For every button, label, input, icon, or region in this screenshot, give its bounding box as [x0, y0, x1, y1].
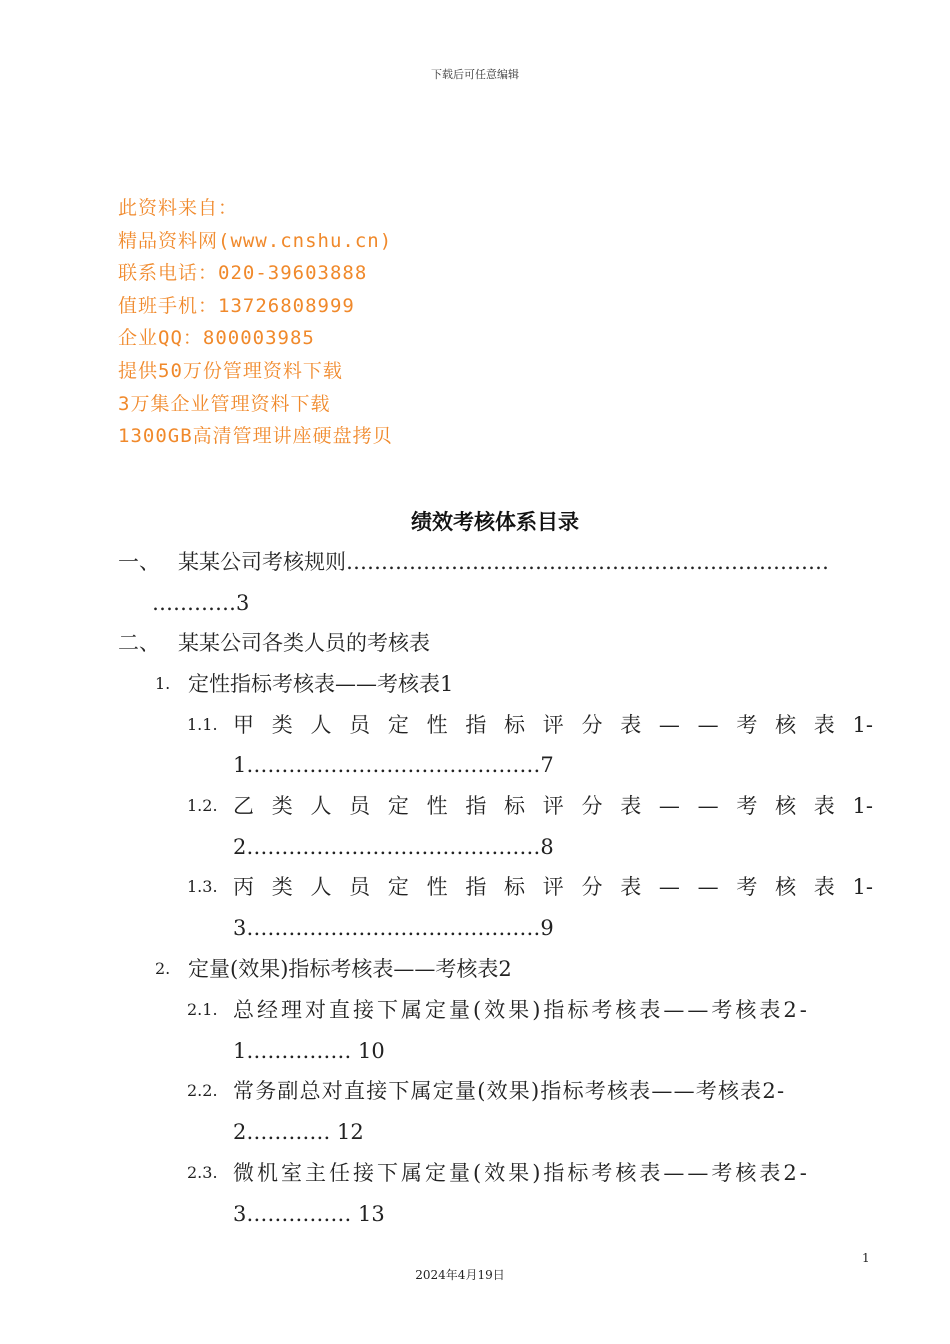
toc-char: — — [697, 713, 719, 737]
source-line: 企业QQ：800003985 — [118, 327, 315, 350]
toc-item-number: 2. — [155, 959, 171, 978]
toc-char: 员 — [349, 713, 371, 737]
toc-char: 表 — [813, 713, 835, 737]
source-line: 3万集企业管理资料下载 — [118, 392, 331, 415]
toc-entry-continuation: 1…………… 10 — [233, 1039, 385, 1063]
toc-entry-item-1-2[interactable] — [233, 792, 873, 820]
source-info-block — [118, 192, 393, 453]
toc-char: 分 — [581, 713, 603, 737]
toc-char: 定 — [387, 875, 409, 899]
toc-char: 类 — [271, 875, 293, 899]
toc-char: 指 — [465, 875, 487, 899]
toc-char: 类 — [271, 794, 293, 818]
toc-item-number: 2.3. — [187, 1163, 218, 1182]
toc-entry-item-1[interactable]: 定性指标考核表——考核表1 — [188, 672, 454, 696]
source-line: 精品资料网(www.cnshu.cn) — [118, 229, 393, 252]
source-line: 此资料来自： — [118, 197, 239, 219]
toc-char: — — [658, 794, 680, 818]
toc-entry-item-1-1[interactable] — [233, 711, 873, 739]
source-line: 联系电话：020-39603888 — [118, 262, 368, 285]
toc-entry-continuation: 1……………………………………7 — [233, 753, 554, 777]
toc-char: 1- — [852, 875, 873, 899]
toc-char: 人 — [310, 794, 332, 818]
toc-entry-section-2[interactable]: 某某公司各类人员的考核表 — [178, 631, 430, 655]
toc-char: 考 — [736, 713, 758, 737]
toc-char: 表 — [620, 875, 642, 899]
toc-char: 1- — [852, 713, 873, 737]
toc-char: 性 — [426, 794, 448, 818]
toc-item-number: 2.2. — [187, 1081, 218, 1100]
toc-char: 乙 — [233, 794, 254, 818]
toc-entry-item-2-2[interactable]: 常务副总对直接下属定量(效果)指标考核表——考核表2- — [233, 1079, 786, 1103]
toc-char: 评 — [542, 875, 564, 899]
toc-char: 员 — [349, 875, 371, 899]
toc-char: 核 — [775, 713, 797, 737]
toc-char: 指 — [465, 713, 487, 737]
toc-char: 评 — [542, 794, 564, 818]
toc-section-number: 一、 — [118, 550, 160, 574]
toc-item-number: 1. — [155, 674, 171, 693]
toc-char: 核 — [775, 875, 797, 899]
toc-item-number: 2.1. — [187, 1000, 218, 1019]
toc-char: 表 — [813, 794, 835, 818]
toc-char: — — [697, 875, 719, 899]
toc-entry-continuation: 3…………… 13 — [233, 1202, 385, 1226]
toc-char: 员 — [349, 794, 371, 818]
toc-char: 核 — [775, 794, 797, 818]
toc-char: 1- — [852, 794, 873, 818]
toc-char: 分 — [581, 875, 603, 899]
toc-entry-item-2[interactable]: 定量(效果)指标考核表——考核表2 — [188, 957, 512, 981]
source-line: 值班手机：13726808999 — [118, 294, 355, 317]
toc-item-number: 1.3. — [187, 877, 218, 896]
toc-char: 甲 — [233, 713, 254, 737]
toc-entry-section-1[interactable] — [178, 548, 874, 576]
toc-char: — — [697, 794, 719, 818]
toc-char: 标 — [504, 713, 526, 737]
footer-date: 2024年4月19日 — [415, 1268, 505, 1282]
toc-char: 表 — [620, 794, 642, 818]
toc-entry-item-2-3[interactable]: 微机室主任接下属定量(效果)指标考核表——考核表2- — [233, 1161, 810, 1185]
toc-entry-item-2-1[interactable]: 总经理对直接下属定量(效果)指标考核表——考核表2- — [233, 998, 810, 1022]
toc-char: 表 — [813, 875, 835, 899]
toc-leader-dots: …………………………………………………………… — [346, 550, 829, 574]
toc-char: 定 — [387, 794, 409, 818]
toc-char: 类 — [271, 713, 293, 737]
page-header: 下载后可任意编辑 — [431, 68, 519, 81]
toc-item-number: 1.1. — [187, 715, 218, 734]
toc-char: 性 — [426, 713, 448, 737]
source-line: 1300GB高清管理讲座硬盘拷贝 — [118, 425, 393, 448]
toc-char: 标 — [504, 794, 526, 818]
toc-char: — — [658, 875, 680, 899]
toc-char: 考 — [736, 794, 758, 818]
toc-char: 人 — [310, 713, 332, 737]
source-line: 提供50万份管理资料下载 — [118, 359, 343, 382]
toc-item-number: 1.2. — [187, 796, 218, 815]
toc-section-number: 二、 — [118, 631, 160, 655]
toc-char: 人 — [310, 875, 332, 899]
toc-char: 评 — [542, 713, 564, 737]
toc-entry-continuation: 3……………………………………9 — [233, 916, 554, 940]
toc-char: — — [658, 713, 680, 737]
toc-char: 定 — [387, 713, 409, 737]
toc-entry-continuation: …………3 — [152, 591, 250, 615]
toc-char: 分 — [581, 794, 603, 818]
toc-char: 表 — [620, 713, 642, 737]
toc-entry-continuation: 2………… 12 — [233, 1120, 364, 1144]
toc-entry-continuation: 2……………………………………8 — [233, 835, 554, 859]
toc-char: 考 — [736, 875, 758, 899]
toc-title: 绩效考核体系目录 — [411, 509, 579, 534]
toc-char: 性 — [426, 875, 448, 899]
toc-entry-text: 某某公司考核规则 — [178, 550, 346, 574]
toc-char: 标 — [504, 875, 526, 899]
toc-char: 丙 — [233, 875, 254, 899]
toc-char: 指 — [465, 794, 487, 818]
page-number: 1 — [862, 1251, 870, 1265]
toc-entry-item-1-3[interactable] — [233, 873, 873, 901]
